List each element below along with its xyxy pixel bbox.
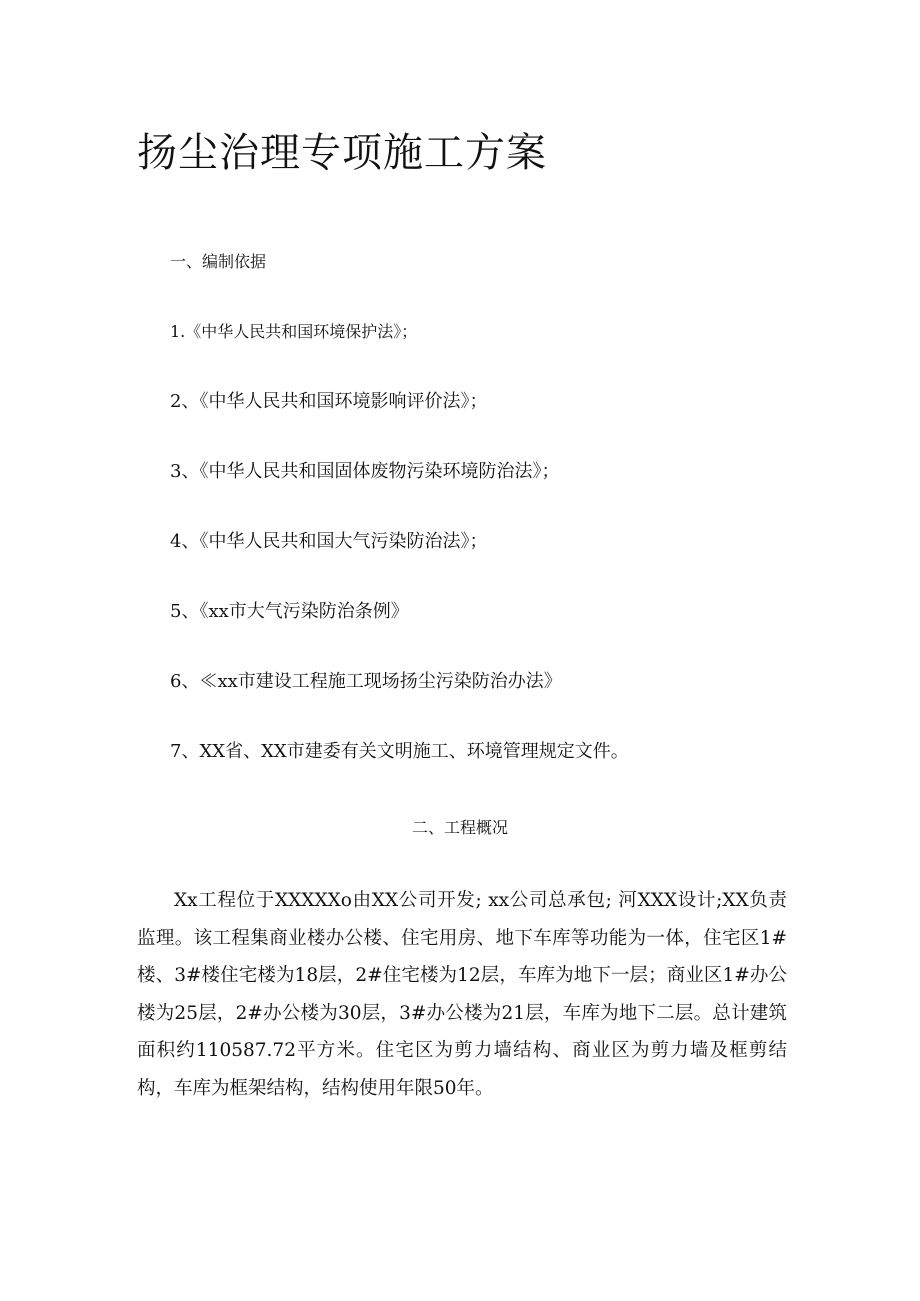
section-heading-overview: 二、工程概况 xyxy=(411,818,508,837)
list-item: 7、XX省、XX市建委有关文明施工、环境管理规定文件。 xyxy=(170,741,629,762)
list-item: 6、≪xx市建设工程施工现场扬尘污染防治办法》 xyxy=(170,671,562,692)
document-title: 扬尘治理专项施工方案 xyxy=(137,130,547,176)
list-item: 1.《中华人民共和国环境保护法》； xyxy=(170,322,418,341)
list-item: 3、《中华人民共和国固体废物污染环境防治法》； xyxy=(170,461,560,482)
regulation-list xyxy=(170,318,629,808)
section-heading-basis: 一、编制依据 xyxy=(170,252,267,271)
project-overview-paragraph: Xx工程位于XXXXXo由XX公司开发; xx公司总承包; 河XXX设计;XX负责监理。该工程集商业楼办公楼、住宅用房、地下车库等功能为一体，住宅区1#楼、3#楼住宅楼为18层，2#住宅楼为12层，车库为地下一层；商业区1#办公楼为25层，2#办公楼为30层，3#办公楼为21层，车库为地下二层。总计建筑面积约110587.72平方米。住宅区为剪力墙结构、商业区为剪力墙及框剪结构，车库为框架结构，结构使用年限50年。 xyxy=(137,890,787,1099)
list-item: 2、《中华人民共和国环境影响评价法》； xyxy=(170,391,488,412)
list-item: 5、《xx市大气污染防治条例》 xyxy=(170,601,409,622)
list-item: 4、《中华人民共和国大气污染防治法》； xyxy=(170,531,488,552)
